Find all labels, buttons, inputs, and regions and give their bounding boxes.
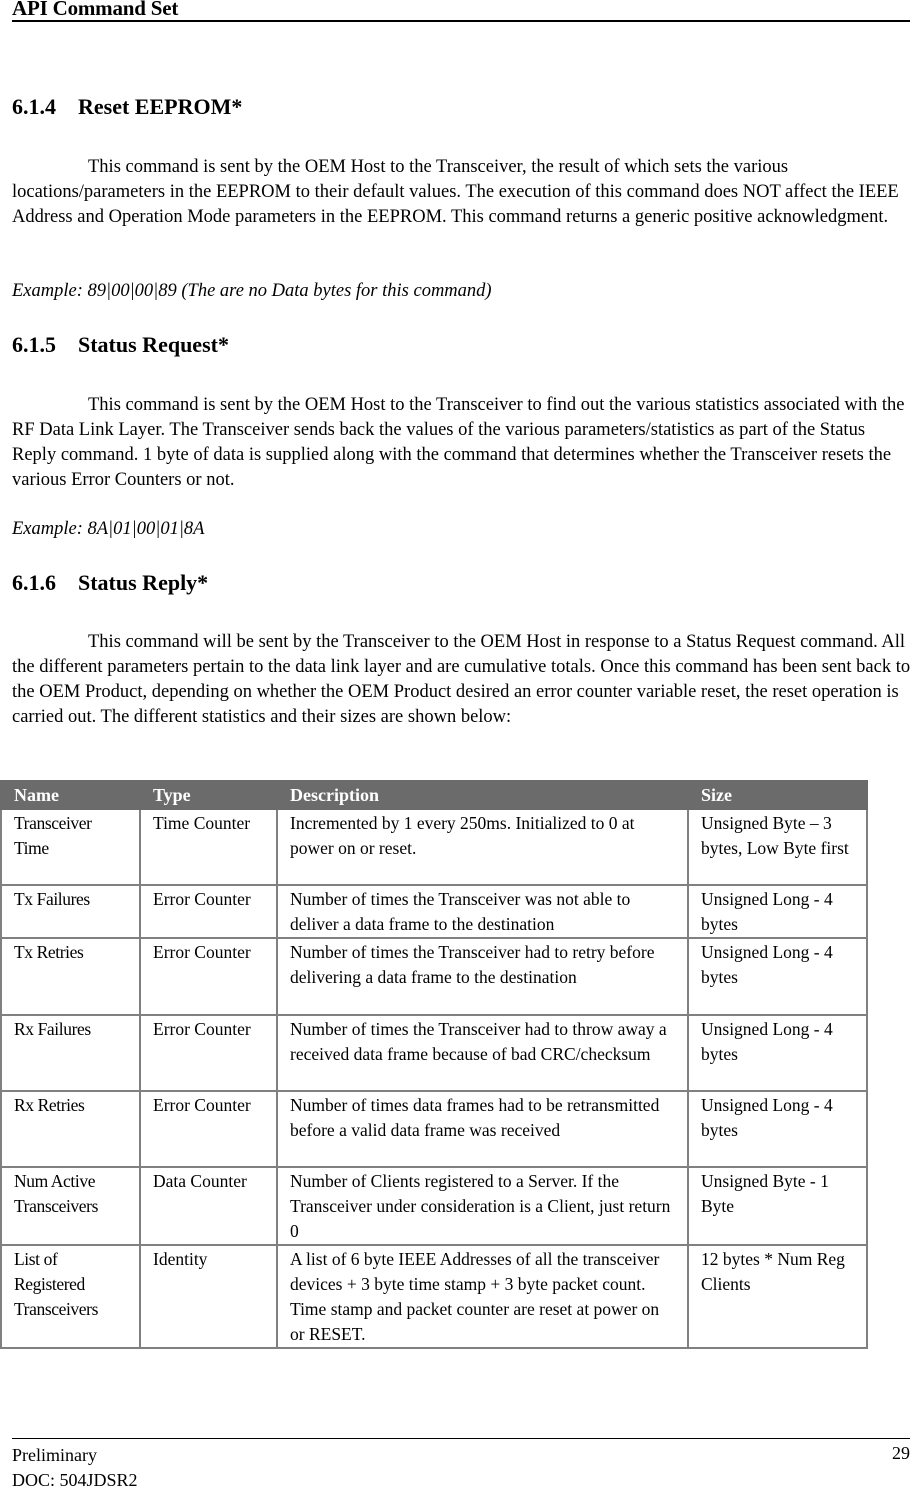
cell-size: 12 bytes * Num Reg Clients [688,1245,867,1348]
section-title: Status Request* [78,332,229,357]
cell-description: Number of times the Transceiver had to retry before delivering a data frame to the destination [277,938,688,1015]
example-reset-eeprom: Example: 89|00|00|89 (The are no Data bytes for this command) [12,281,492,301]
cell-name: Rx Failures [1,1015,140,1091]
cell-type: Time Counter [140,809,277,885]
cell-type: Data Counter [140,1167,277,1245]
example-status-request: Example: 8A|01|00|01|8A [12,519,205,539]
paragraph-text: This command is sent by the OEM Host to the Transceiver, the result of which sets the various locations/parameters in the EEPROM to their default values. The execution of this command does NOT affect the IEEE Address and Operation Mode parameters in the EEPROM. This command returns a generic positive acknowledgment. [12,157,899,227]
cell-description: Incremented by 1 every 250ms. Initialized to 0 at power on or reset. [277,809,688,885]
column-header-type: Type [140,781,277,809]
cell-type: Error Counter [140,885,277,938]
section-body-status-request [12,393,912,493]
cell-type: Error Counter [140,1015,277,1091]
cell-type: Identity [140,1245,277,1348]
cell-description: Number of Clients registered to a Server. If the Transceiver under consideration is a Client, just return 0 [277,1167,688,1245]
paragraph-text: This command is sent by the OEM Host to the Transceiver to find out the various statistics associated with the RF Data Link Layer. The Transceiver sends back the values of the various parameters/statistics as part of the Status Reply command. 1 byte of data is supplied along with the command that determines whether the Transceiver resets the various Error Counters or not. [12,395,905,490]
cell-name: Tx Retries [1,938,140,1015]
page-number: 29 [892,1443,910,1463]
footer-doc-id: DOC: 504JDSR2 [12,1470,138,1490]
cell-name: Rx Retries [1,1091,140,1167]
section-body-status-reply [12,630,912,730]
page-header-title: API Command Set [12,0,179,20]
cell-name: Num Active Transceivers [1,1167,140,1245]
table-row [1,1167,867,1245]
cell-size: Unsigned Byte - 1 Byte [688,1167,867,1245]
cell-size: Unsigned Long - 4 bytes [688,1091,867,1167]
cell-description: A list of 6 byte IEEE Addresses of all the transceiver devices + 3 byte time stamp + 3 byte packet count. Time stamp and packet counter are reset at power on or RESET. [277,1245,688,1348]
column-header-name: Name [1,781,140,809]
table-row [1,1091,867,1167]
table-row [1,1245,867,1348]
section-heading-reset-eeprom [12,94,242,120]
cell-size: Unsigned Long - 4 bytes [688,1015,867,1091]
cell-description: Number of times the Transceiver was not able to deliver a data frame to the destination [277,885,688,938]
cell-size: Unsigned Long - 4 bytes [688,885,867,938]
section-body-reset-eeprom [12,155,912,230]
cell-size: Unsigned Long - 4 bytes [688,938,867,1015]
section-title: Reset EEPROM* [78,94,243,119]
table-row [1,809,867,885]
cell-description: Number of times the Transceiver had to throw away a received data frame because of bad CRC/checksum [277,1015,688,1091]
table-row [1,938,867,1015]
section-number: 6.1.6 [12,570,56,595]
section-title: Status Reply* [78,570,209,595]
table-header-row [1,781,867,809]
section-heading-status-request [12,332,229,358]
status-reply-table [0,780,868,1349]
cell-name: Transceiver Time [1,809,140,885]
section-number: 6.1.5 [12,332,56,357]
paragraph-text: This command will be sent by the Transceiver to the OEM Host in response to a Status Request command. All the different parameters pertain to the data link layer and are cumulative totals. Once this command has been sent back to the OEM Product, depending on whether the OEM Product desired an error counter variable reset, the reset operation is carried out. The different statistics and their sizes are shown below: [12,632,911,727]
column-header-size: Size [688,781,867,809]
footer-rule [12,1438,910,1439]
table-row [1,1015,867,1091]
cell-name: Tx Failures [1,885,140,938]
column-header-description: Description [277,781,688,809]
cell-description: Number of times data frames had to be retransmitted before a valid data frame was received [277,1091,688,1167]
footer-left [12,1443,138,1493]
cell-size: Unsigned Byte – 3 bytes, Low Byte first [688,809,867,885]
section-number: 6.1.4 [12,94,56,119]
cell-type: Error Counter [140,938,277,1015]
footer-status: Preliminary [12,1445,97,1465]
cell-name: List of Registered Transceivers [1,1245,140,1348]
table-row [1,885,867,938]
header-rule [12,20,910,22]
cell-type: Error Counter [140,1091,277,1167]
section-heading-status-reply [12,570,208,596]
